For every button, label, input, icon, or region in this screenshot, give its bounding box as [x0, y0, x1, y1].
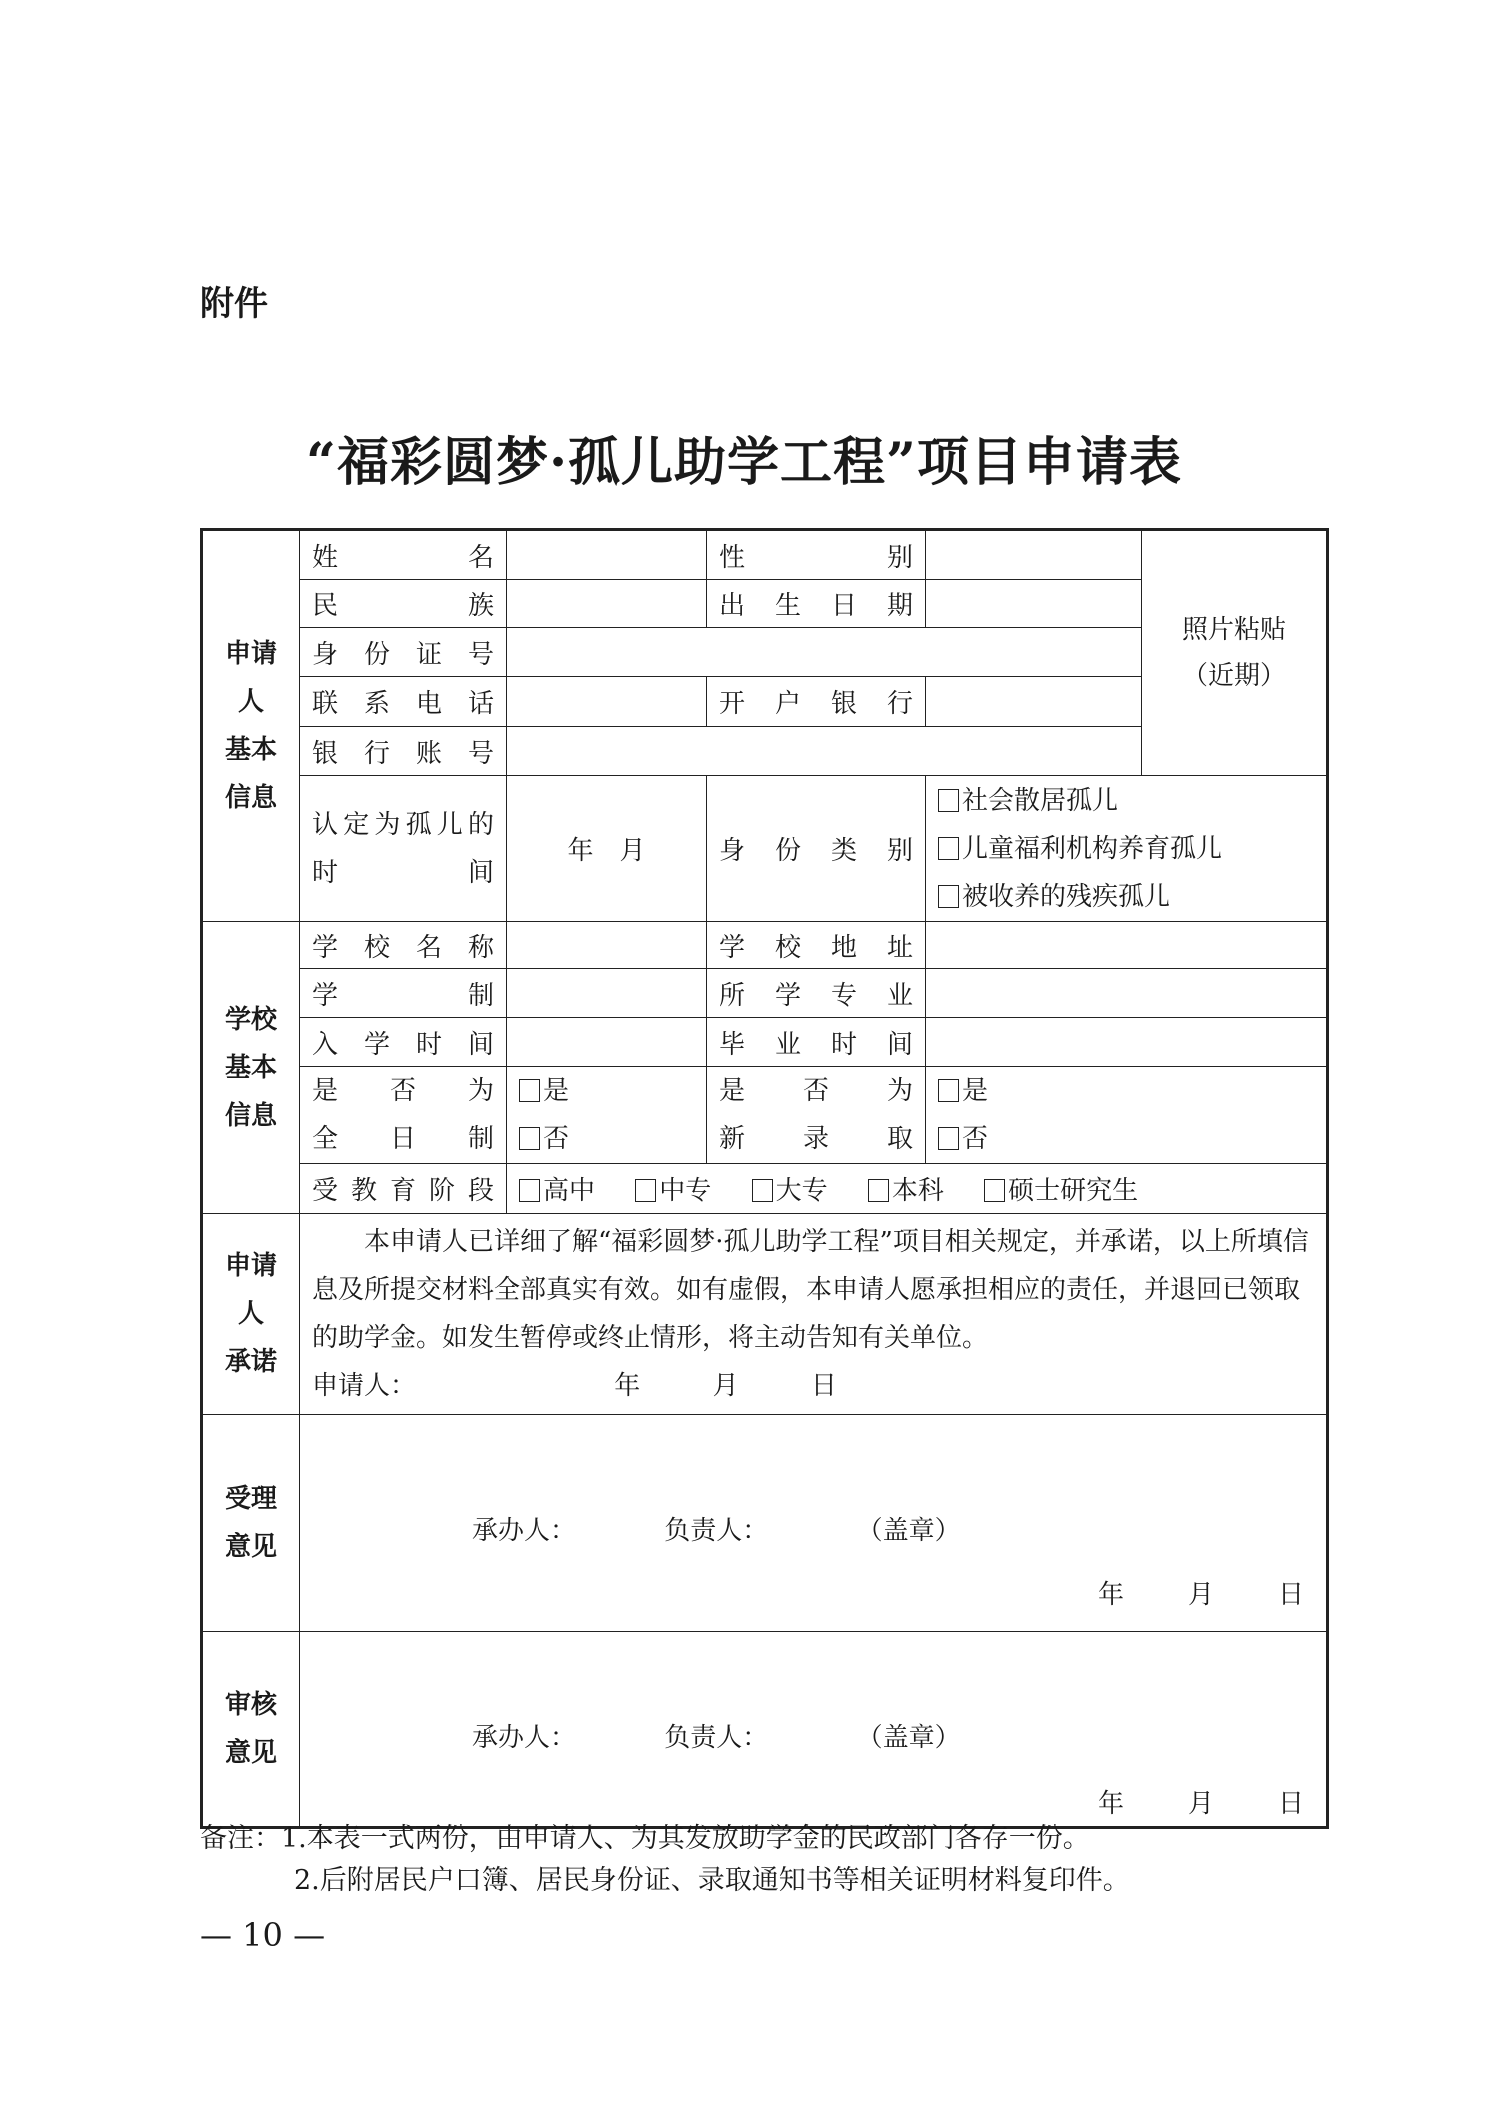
identity-option[interactable]: 儿童福利机构养育孤儿 — [938, 825, 1314, 873]
row-orphan — [202, 776, 1328, 922]
checkbox-icon[interactable] — [519, 1179, 540, 1202]
page-number: — 10 — — [200, 1916, 326, 1954]
checkbox-icon[interactable] — [519, 1127, 540, 1150]
photo-area[interactable]: 照片粘贴 （近期） — [1142, 530, 1328, 776]
row-acceptance — [202, 1415, 1328, 1632]
note-2: 2.后附居民户口簿、居民身份证、录取通知书等相关证明材料复印件。 — [294, 1865, 1130, 1896]
school-address-label: 学校地址 — [707, 922, 926, 969]
gender-label: 性别 — [707, 530, 926, 580]
handler-label: 承办人： — [472, 1516, 577, 1547]
fulltime-label: 是否为 全日制 — [300, 1067, 507, 1164]
birthdate-field[interactable] — [926, 580, 1142, 628]
responsible-label: 负责人： — [664, 1723, 769, 1754]
system-field[interactable] — [507, 969, 707, 1018]
checkbox-icon[interactable] — [984, 1179, 1005, 1202]
pledge-content — [300, 1214, 1328, 1415]
major-field[interactable] — [926, 969, 1328, 1018]
row-fulltime — [202, 1067, 1328, 1164]
school-address-field[interactable] — [926, 922, 1328, 969]
acceptance-date: 年 月 日 — [1097, 1580, 1304, 1610]
identity-options — [926, 776, 1328, 922]
pledge-text: 本申请人已详细了解“福彩圆梦·孤儿助学工程”项目相关规定，并承诺，以上所填信息及所提交材料全部真实有效。如有虚假，本申请人愿承担相应的责任，并退回已领取的助学金。如发生暂停或终止情形，将主动告知有关单位。 — [312, 1227, 1309, 1353]
checkbox-icon[interactable] — [938, 1127, 959, 1150]
checkbox-icon[interactable] — [938, 1079, 959, 1102]
system-label: 学制 — [300, 969, 507, 1018]
bank-label: 开户银行 — [707, 677, 926, 727]
section-heading-acceptance: 受理 意见 — [202, 1415, 300, 1632]
edu-stage-label: 受教育阶段 — [300, 1164, 507, 1214]
orphan-time-label: 认定为孤儿的 时 间 — [300, 776, 507, 922]
pledge-signature-line: 申请人： 年 月 日 — [312, 1371, 837, 1401]
id-number-field[interactable] — [507, 628, 1142, 677]
checkbox-icon[interactable] — [938, 885, 959, 908]
graduate-label: 毕业时间 — [707, 1018, 926, 1067]
checkbox-icon[interactable] — [635, 1179, 656, 1202]
name-label: 姓名 — [300, 530, 507, 580]
enroll-label: 入学时间 — [300, 1018, 507, 1067]
edu-option[interactable]: 高中 — [519, 1176, 595, 1206]
gender-field[interactable] — [926, 530, 1142, 580]
notes — [200, 1818, 1130, 1902]
edu-option[interactable]: 中专 — [635, 1176, 711, 1206]
newadmit-options — [926, 1067, 1328, 1164]
seal-label: （盖章） — [856, 1516, 961, 1547]
account-field[interactable] — [507, 727, 1142, 776]
section-heading-applicant: 申请 人 基本 信息 — [202, 530, 300, 922]
fulltime-options — [507, 1067, 707, 1164]
fulltime-yes[interactable]: 是 — [519, 1067, 694, 1115]
bank-field[interactable] — [926, 677, 1142, 727]
checkbox-icon[interactable] — [938, 837, 959, 860]
review-opinion-field[interactable] — [300, 1632, 1328, 1828]
row-system — [202, 969, 1328, 1018]
row-review — [202, 1632, 1328, 1828]
row-school-name — [202, 922, 1328, 969]
application-form-table — [200, 528, 1329, 1829]
ethnicity-field[interactable] — [507, 580, 707, 628]
row-pledge — [202, 1214, 1328, 1415]
graduate-field[interactable] — [926, 1018, 1328, 1067]
checkbox-icon[interactable] — [868, 1179, 889, 1202]
review-date: 年 月 日 — [1097, 1789, 1304, 1819]
enroll-field[interactable] — [507, 1018, 707, 1067]
identity-option[interactable]: 被收养的残疾孤儿 — [938, 873, 1314, 921]
responsible-label: 负责人： — [664, 1516, 769, 1547]
checkbox-icon[interactable] — [752, 1179, 773, 1202]
name-field[interactable] — [507, 530, 707, 580]
form-title: “福彩圆梦·孤儿助学工程”项目申请表 — [306, 432, 1182, 493]
edu-option[interactable]: 本科 — [868, 1176, 944, 1206]
edu-stage-options — [507, 1164, 1328, 1214]
edu-option[interactable]: 硕士研究生 — [984, 1176, 1138, 1206]
section-heading-review: 审核 意见 — [202, 1632, 300, 1828]
attachment-label: 附件 — [200, 284, 268, 324]
school-name-label: 学校名称 — [300, 922, 507, 969]
edu-option[interactable]: 大专 — [752, 1176, 828, 1206]
row-edu-stage — [202, 1164, 1328, 1214]
newadmit-yes[interactable]: 是 — [938, 1067, 1314, 1115]
acceptance-opinion-field[interactable] — [300, 1415, 1328, 1632]
identity-option[interactable]: 社会散居孤儿 — [938, 777, 1314, 825]
newadmit-label: 是否为 新录取 — [707, 1067, 926, 1164]
handler-label: 承办人： — [472, 1723, 577, 1754]
identity-type-label: 身份类别 — [707, 776, 926, 922]
orphan-time-field[interactable]: 年 月 — [507, 776, 707, 922]
account-label: 银行账号 — [300, 727, 507, 776]
checkbox-icon[interactable] — [938, 789, 959, 812]
checkbox-icon[interactable] — [519, 1079, 540, 1102]
note-1: 备注：1.本表一式两份，由申请人、为其发放助学金的民政部门各存一份。 — [200, 1823, 1090, 1854]
fulltime-no[interactable]: 否 — [519, 1115, 694, 1163]
phone-field[interactable] — [507, 677, 707, 727]
school-name-field[interactable] — [507, 922, 707, 969]
section-heading-school: 学校 基本 信息 — [202, 922, 300, 1214]
section-heading-pledge: 申请 人 承诺 — [202, 1214, 300, 1415]
major-label: 所学专业 — [707, 969, 926, 1018]
phone-label: 联系电话 — [300, 677, 507, 727]
birthdate-label: 出生日期 — [707, 580, 926, 628]
seal-label: （盖章） — [856, 1723, 961, 1754]
ethnicity-label: 民族 — [300, 580, 507, 628]
row-name — [202, 530, 1328, 580]
id-number-label: 身份证号 — [300, 628, 507, 677]
newadmit-no[interactable]: 否 — [938, 1115, 1314, 1163]
row-dates — [202, 1018, 1328, 1067]
